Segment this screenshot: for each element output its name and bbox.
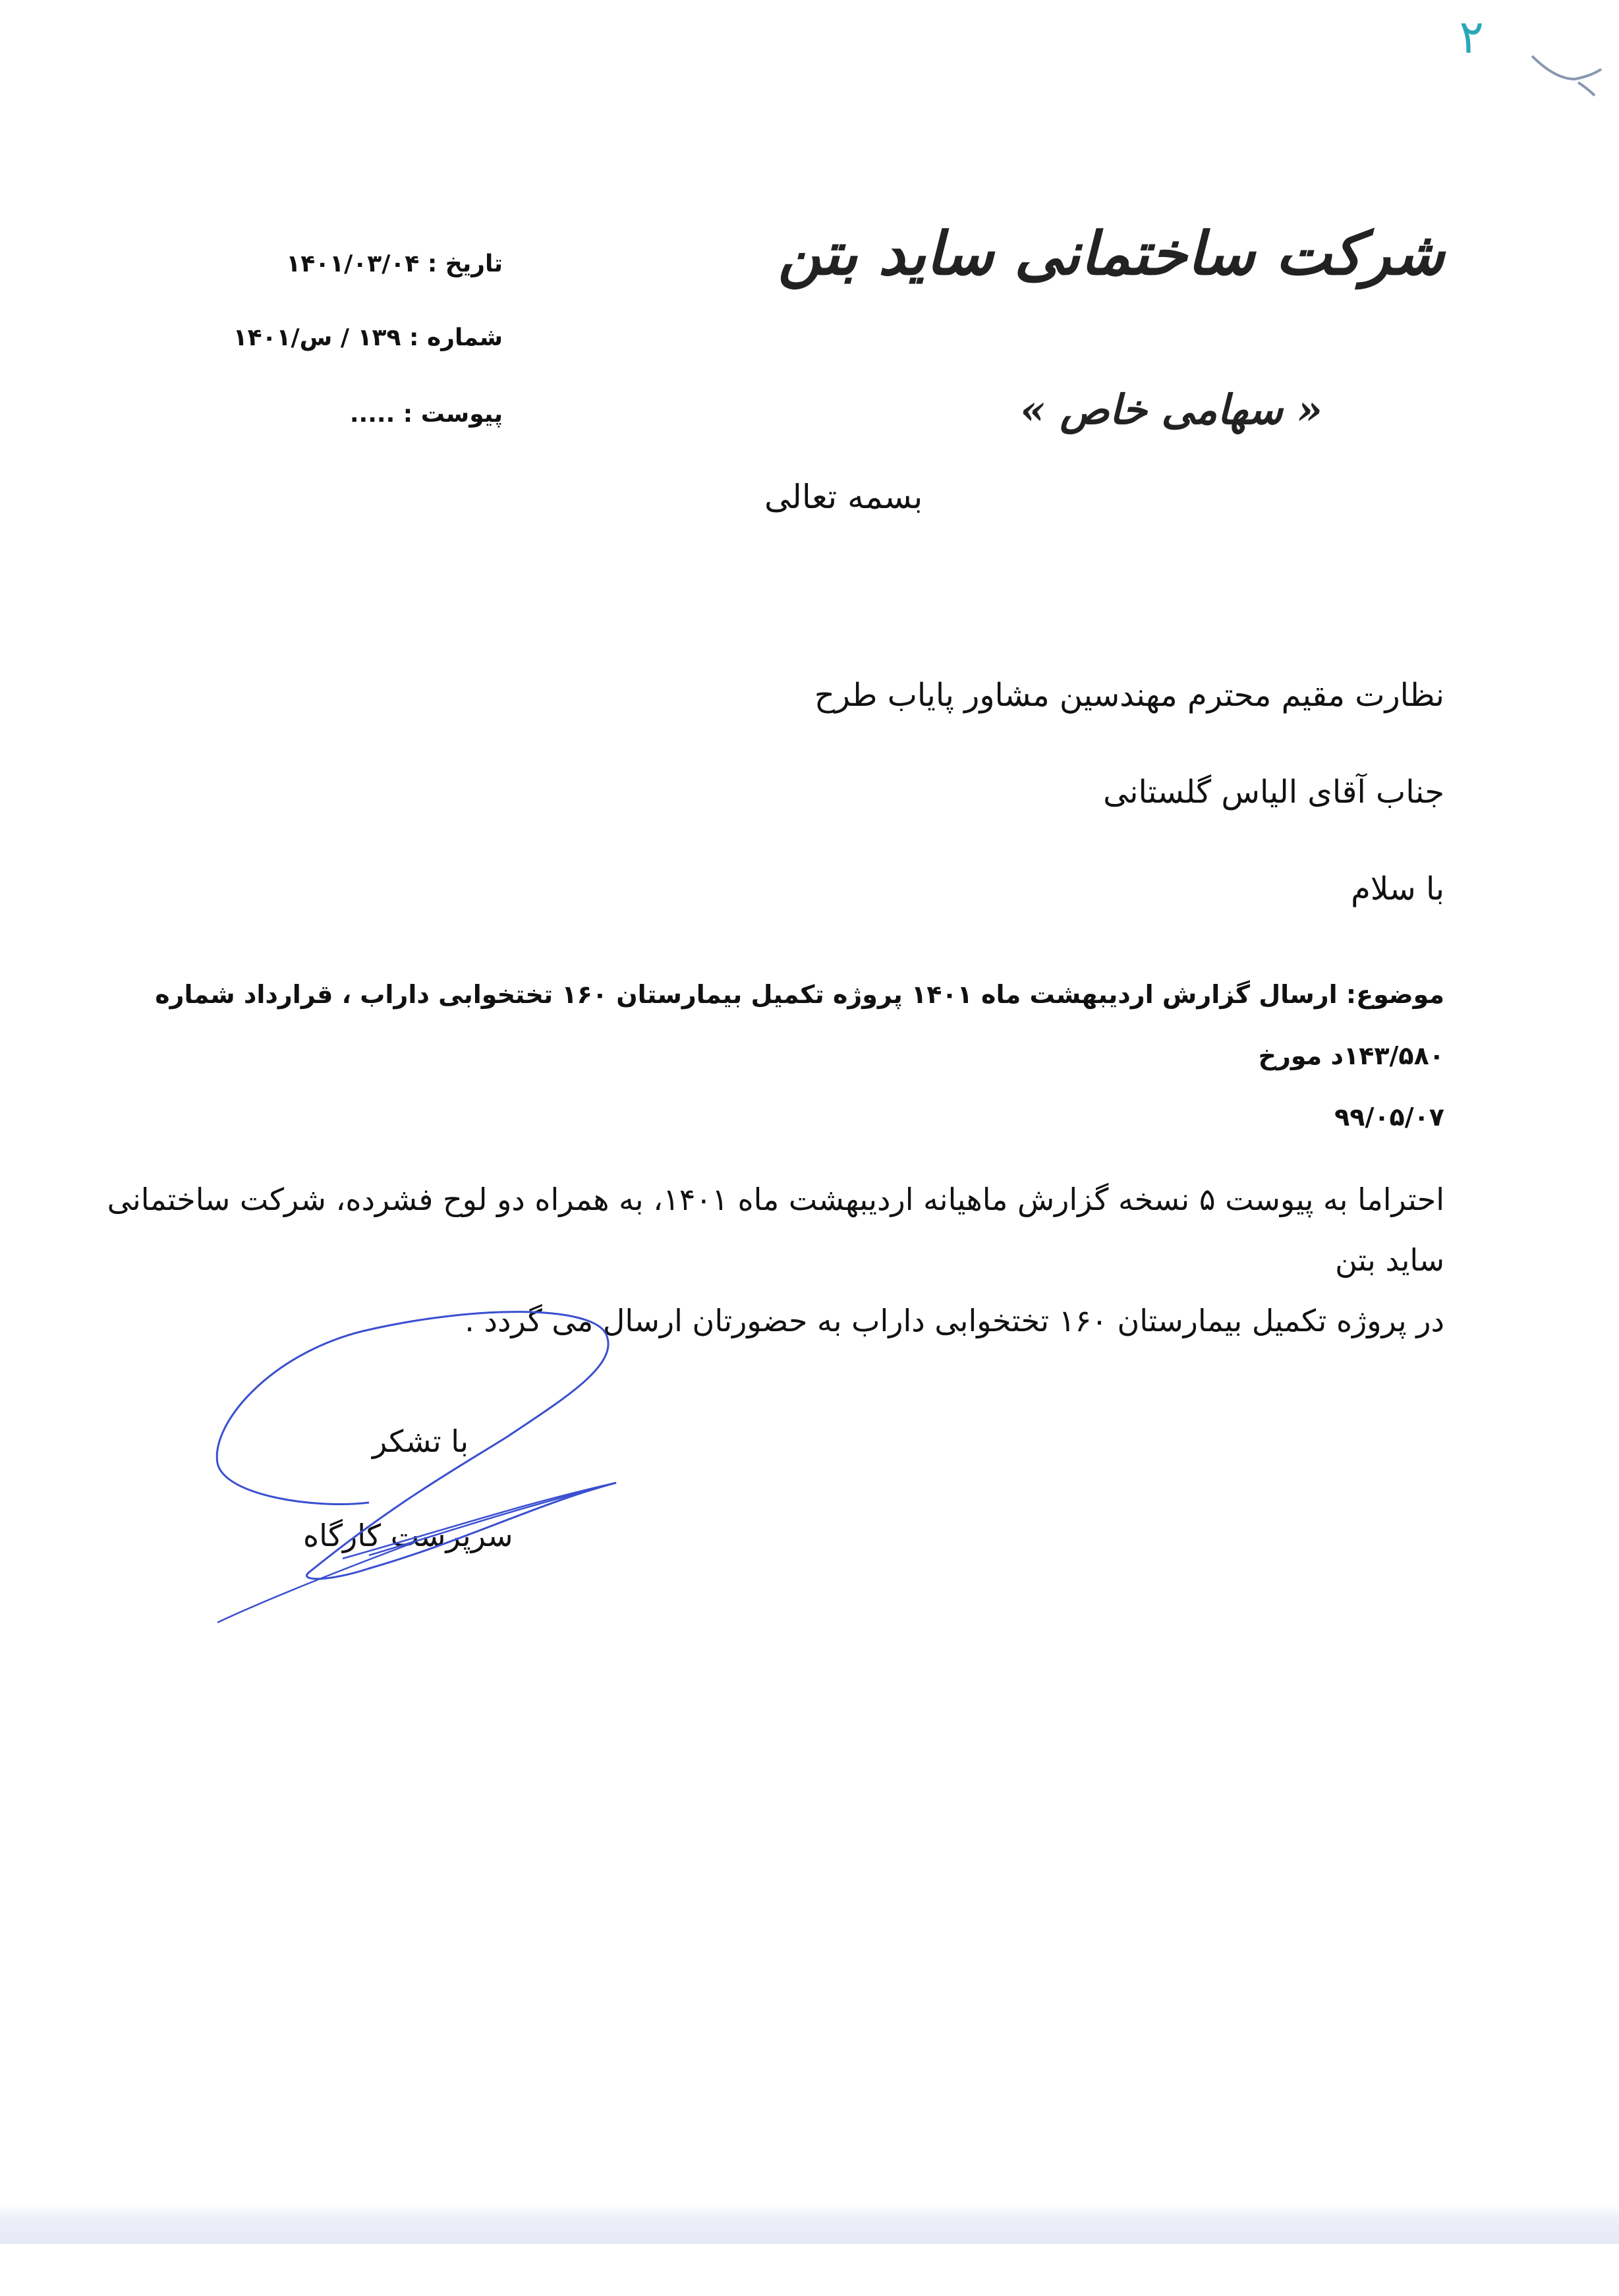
closing-thanks: با تشکر — [372, 1423, 469, 1459]
recipient-line-2: جناب آقای الیاس گلستانی — [1103, 774, 1444, 811]
body-line-1: احتراما به پیوست ۵ نسخه گزارش ماهیانه اردیبهشت ماه ۱۴۰۱، به همراه دو لوح فشرده، شرکت ساختمانی ساید بتن — [107, 1182, 1444, 1278]
body-line-2: در پروژه تکمیل بیمارستان ۱۶۰ تختخوابی داراب به حضورتان ارسال می گردد . — [465, 1303, 1444, 1338]
letter-body — [107, 675, 1444, 1351]
subject-line-1: موضوع: ارسال گزارش اردیبهشت ماه ۱۴۰۱ پروژه تکمیل بیمارستان ۱۶۰ تختخوابی داراب ، قرارداد شماره ۱۴۳/۵۸۰د مورخ — [155, 980, 1444, 1070]
company-name-logo: شرکت ساختمانی ساید بتن — [778, 219, 1444, 289]
basmala-heading: بسمه تعالی — [764, 478, 923, 516]
company-type: « سهامی خاص » — [1020, 386, 1322, 434]
handwritten-mark-icon — [1529, 49, 1608, 102]
letter-number: شماره : ۱۳۹ / س/۱۴۰۱ — [233, 324, 503, 351]
signature-scribble-icon — [198, 1305, 646, 1634]
letter-attachment: پیوست : ..... — [349, 401, 503, 428]
page-number: ۲ — [1459, 10, 1484, 64]
scan-edge-band — [0, 2204, 1619, 2244]
recipient-line-1: نظارت مقیم محترم مهندسین مشاور پایاب طرح — [814, 677, 1444, 714]
subject-line-2: ۹۹/۰۵/۰۷ — [1334, 1103, 1444, 1132]
signer-title: سرپرست کارگاه — [303, 1518, 513, 1553]
greeting: با سلام — [1351, 871, 1444, 907]
letter-date: تاریخ : ۱۴۰۱/۰۳/۰۴ — [286, 250, 503, 277]
